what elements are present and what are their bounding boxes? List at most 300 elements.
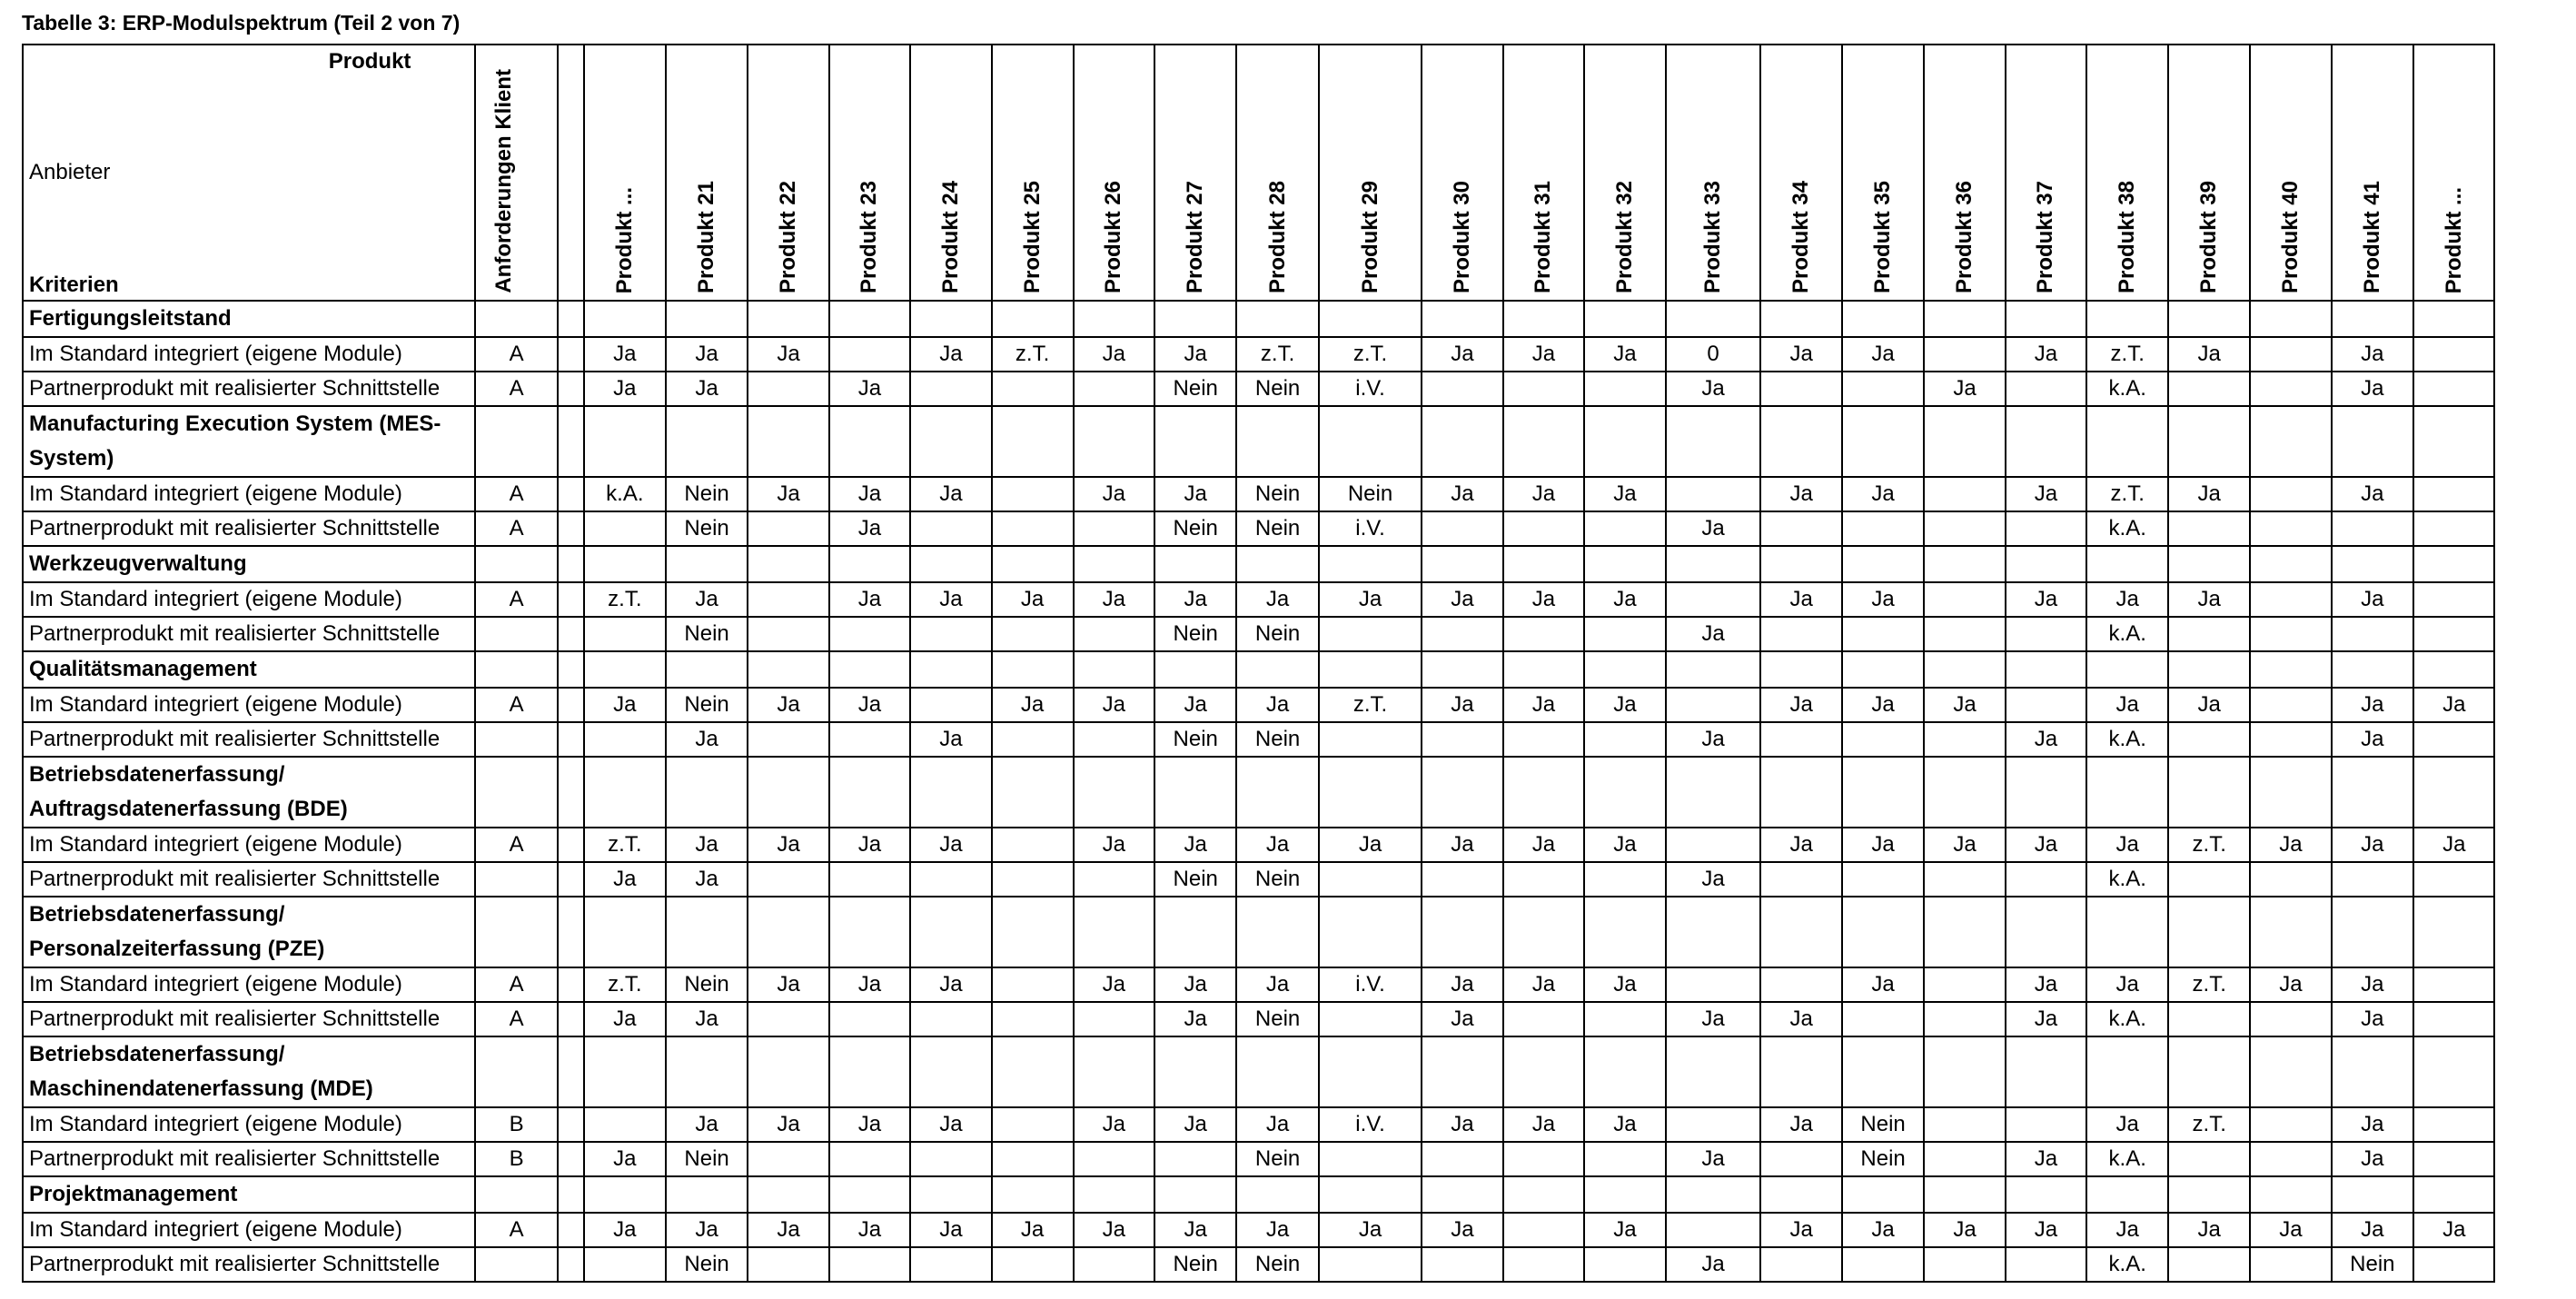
value-cell: Ja [2332,337,2413,372]
value-cell: Ja [1842,688,1924,722]
value-cell: k.A. [584,477,666,511]
table-row [23,477,2575,511]
value-cell: Ja [1503,967,1584,1002]
value-cell: i.V. [1319,1107,1422,1142]
section-title: Betriebsdatenerfassung/ Personalzeiterfassung (PZE) [23,897,475,967]
value-cell: Ja [1074,828,1154,862]
value-cell [2250,582,2331,617]
section-row [23,301,2575,337]
value-cell [1666,1107,1761,1142]
value-cell: Ja [1584,967,1665,1002]
value-cell: Ja [1760,337,1841,372]
value-cell: 0 [1666,337,1761,372]
section-row [23,757,2575,828]
value-cell: Ja [910,1213,991,1247]
criterion-label: Im Standard integriert (eigene Module) [23,828,475,862]
value-cell [1074,862,1154,897]
value-cell: Ja [910,582,991,617]
empty-cell [2006,1176,2086,1213]
table-row [23,1247,2575,1282]
product-name-label: Produkt 37 [2033,180,2058,293]
empty-cell [584,546,666,582]
value-cell: Ja [829,372,910,406]
empty-cell [1924,301,2005,337]
value-cell [992,511,1074,546]
empty-cell [748,757,828,828]
empty-cell [1154,1176,1236,1213]
empty-cell [1503,757,1584,828]
empty-cell [1074,757,1154,828]
value-cell [1924,862,2005,897]
criterion-label: Partnerprodukt mit realisierter Schnittstelle [23,617,475,651]
empty-cell [829,1176,910,1213]
empty-cell [829,757,910,828]
value-cell: Ja [1154,1107,1236,1142]
value-cell: Ja [2332,1213,2413,1247]
empty-cell [2413,1176,2494,1213]
value-cell: Ja [1236,582,1318,617]
value-cell: Ja [1154,828,1236,862]
requirement-cell [475,1247,558,1282]
value-cell: Ja [1842,828,1924,862]
value-cell [992,828,1074,862]
value-cell: Ja [584,688,666,722]
value-cell: z.T. [584,828,666,862]
header-product-8 [1154,45,1236,301]
value-cell [2332,511,2413,546]
value-cell: Ja [829,582,910,617]
value-cell: Ja [2006,1002,2086,1036]
header-anforderungen-klient [475,45,558,301]
empty-cell [1236,301,1318,337]
value-cell: Ja [584,337,666,372]
value-cell [2168,1002,2250,1036]
value-cell [1319,617,1422,651]
empty-cell [666,406,748,477]
value-cell: Ja [2006,1142,2086,1176]
value-cell: Ja [992,688,1074,722]
section-title: Manufacturing Execution System (MES-System) [23,406,475,477]
empty-cell [1842,651,1924,688]
requirement-cell [475,617,558,651]
empty-cell [2250,897,2331,967]
value-cell: Ja [1760,828,1841,862]
empty-cell [1760,1176,1841,1213]
value-cell [1666,828,1761,862]
value-cell [1666,967,1761,1002]
empty-cell [1154,406,1236,477]
value-cell: Nein [1236,1247,1318,1282]
value-cell [2413,1247,2494,1282]
value-cell [1584,722,1665,757]
section-title: Qualitätsmanagement [23,651,475,688]
product-name-label: Produkt 24 [937,180,963,293]
empty-cell [666,546,748,582]
header-row [23,45,2575,301]
empty-cell [2332,1036,2413,1107]
empty-cell [910,757,991,828]
empty-cell [992,406,1074,477]
value-cell: Ja [748,1213,828,1247]
value-cell: Ja [1074,1213,1154,1247]
value-cell [1842,372,1924,406]
requirement-cell [475,722,558,757]
header-product-15 [1760,45,1841,301]
empty-cell [2086,651,2168,688]
header-product-2 [666,45,748,301]
empty-cell [666,757,748,828]
value-cell: Ja [2006,337,2086,372]
value-cell [748,1002,828,1036]
empty-cell [2086,757,2168,828]
value-cell: Ja [1154,688,1236,722]
value-cell: Ja [1154,967,1236,1002]
product-name-label: Produkt 21 [694,180,719,293]
value-cell: Nein [1236,511,1318,546]
value-cell: z.T. [2168,1107,2250,1142]
empty-cell [1503,1176,1584,1213]
value-cell: Ja [1584,477,1665,511]
value-cell [748,372,828,406]
empty-cell [584,651,666,688]
value-cell [1422,1142,1502,1176]
value-cell [2413,337,2494,372]
value-cell: Nein [2332,1247,2413,1282]
value-cell [1666,1213,1761,1247]
empty-cell [1924,1036,2005,1107]
empty-cell [2250,1176,2331,1213]
value-cell: Ja [829,688,910,722]
value-cell: Ja [1319,1213,1422,1247]
value-cell: Nein [666,617,748,651]
value-cell: Ja [1422,1107,1502,1142]
empty-cell [992,1036,1074,1107]
value-cell: z.T. [2168,967,2250,1002]
empty-cell [1666,1176,1761,1213]
value-cell: Nein [1154,722,1236,757]
product-name-label: Produkt 25 [1019,180,1045,293]
value-cell: z.T. [1319,337,1422,372]
table-row [23,582,2575,617]
criterion-label: Partnerprodukt mit realisierter Schnittstelle [23,511,475,546]
value-cell [2168,372,2250,406]
value-cell [910,688,991,722]
criterion-label: Im Standard integriert (eigene Module) [23,477,475,511]
criterion-label: Im Standard integriert (eigene Module) [23,1107,475,1142]
empty-cell [2086,546,2168,582]
value-cell [1584,862,1665,897]
header-product-16 [1842,45,1924,301]
value-cell [584,1247,666,1282]
value-cell: Ja [666,722,748,757]
table-row [23,1002,2575,1036]
header-product-11 [1422,45,1502,301]
value-cell: k.A. [2086,722,2168,757]
value-cell [992,372,1074,406]
empty-cell [910,651,991,688]
value-cell: Ja [2250,1213,2331,1247]
value-cell [1074,617,1154,651]
value-cell: Ja [2086,967,2168,1002]
value-cell: Ja [829,477,910,511]
section-title: Betriebsdatenerfassung/ Maschinendatenerfassung (MDE) [23,1036,475,1107]
value-cell: k.A. [2086,511,2168,546]
value-cell [1842,617,1924,651]
header-anbieter-label: Anbieter [29,160,111,184]
value-cell: Ja [1584,828,1665,862]
value-cell: Ja [2413,1213,2494,1247]
empty-cell [666,301,748,337]
empty-cell [748,897,828,967]
empty-cell [992,757,1074,828]
criterion-label: Im Standard integriert (eigene Module) [23,967,475,1002]
value-cell [829,1142,910,1176]
value-cell: Ja [2006,582,2086,617]
value-cell: Nein [1236,372,1318,406]
empty-cell [2168,651,2250,688]
section-row [23,651,2575,688]
empty-cell [2168,1036,2250,1107]
value-cell: Ja [666,828,748,862]
product-name-label: Produkt 29 [1357,180,1382,293]
value-cell: Ja [2332,828,2413,862]
empty-cell [1503,301,1584,337]
empty-cell [2006,897,2086,967]
value-cell [2332,617,2413,651]
empty-cell [1503,651,1584,688]
value-cell [1503,1213,1584,1247]
value-cell: Ja [1584,1107,1665,1142]
empty-cell [1154,1036,1236,1107]
value-cell [2168,1247,2250,1282]
empty-cell [2168,757,2250,828]
value-cell [748,582,828,617]
empty-cell [2413,1036,2494,1107]
value-cell [829,617,910,651]
value-cell: Ja [1422,1002,1502,1036]
criterion-label: Partnerprodukt mit realisierter Schnittstelle [23,1142,475,1176]
value-cell: Ja [1154,582,1236,617]
empty-cell [1760,651,1841,688]
value-cell [2006,511,2086,546]
empty-cell [2168,897,2250,967]
empty-cell [1319,1176,1422,1213]
value-cell: z.T. [1319,688,1422,722]
table-row [23,862,2575,897]
empty-cell [2250,546,2331,582]
empty-cell [2168,546,2250,582]
header-product-7 [1074,45,1154,301]
empty-cell [1842,406,1924,477]
section-title: Werkzeugverwaltung [23,546,475,582]
value-cell: Ja [1924,688,2005,722]
empty-cell [584,757,666,828]
header-product-1 [584,45,666,301]
product-name-label: Produkt 38 [2115,180,2140,293]
empty-cell [1503,406,1584,477]
value-cell: z.T. [2086,337,2168,372]
value-cell [1074,722,1154,757]
empty-cell [558,1176,584,1213]
empty-cell [2086,301,2168,337]
value-cell: Ja [829,511,910,546]
section-title: Betriebsdatenerfassung/ Auftragsdatenerfassung (BDE) [23,757,475,828]
empty-cell [2250,406,2331,477]
requirement-cell: A [475,688,558,722]
empty-cell [666,897,748,967]
empty-cell [475,757,558,828]
value-cell [1584,511,1665,546]
value-cell [992,477,1074,511]
value-cell: Nein [1842,1142,1924,1176]
value-cell: Ja [1584,688,1665,722]
value-cell [2168,617,2250,651]
header-product-9 [1236,45,1318,301]
value-cell: Ja [1236,967,1318,1002]
header-product-10 [1319,45,1422,301]
value-cell [2168,511,2250,546]
value-cell [1319,862,1422,897]
value-cell [1074,511,1154,546]
value-cell [910,1002,991,1036]
empty-cell [1584,301,1665,337]
empty-cell [2006,651,2086,688]
value-cell: Ja [584,372,666,406]
value-cell: k.A. [2086,862,2168,897]
value-cell: Nein [1842,1107,1924,1142]
value-cell [2006,372,2086,406]
value-cell: Nein [1154,617,1236,651]
value-cell [1842,1247,1924,1282]
value-cell: z.T. [992,337,1074,372]
empty-cell [1074,301,1154,337]
value-cell [1924,1142,2005,1176]
value-cell: Ja [1842,582,1924,617]
value-cell [748,862,828,897]
value-cell [1503,1002,1584,1036]
value-cell: Ja [2168,688,2250,722]
empty-cell [1236,651,1318,688]
criterion-label: Partnerprodukt mit realisierter Schnittstelle [23,1002,475,1036]
value-cell: Ja [1924,828,2005,862]
value-cell: Ja [1760,1002,1841,1036]
value-cell: Ja [584,1002,666,1036]
empty-cell [1503,897,1584,967]
value-cell [1503,372,1584,406]
value-cell [1422,1247,1502,1282]
value-cell [1422,511,1502,546]
value-cell [2006,617,2086,651]
requirement-cell: A [475,1213,558,1247]
empty-cell [1154,897,1236,967]
value-cell [829,722,910,757]
value-cell [2250,862,2331,897]
value-cell [1503,862,1584,897]
product-name-label: Produkt 36 [1951,180,1977,293]
value-cell [748,511,828,546]
value-cell: Ja [1584,337,1665,372]
value-cell [584,617,666,651]
value-cell: Ja [2006,1213,2086,1247]
empty-cell [748,301,828,337]
empty-cell [1924,651,2005,688]
value-cell [1666,582,1761,617]
value-cell: Nein [1154,511,1236,546]
empty-cell [1422,1176,1502,1213]
value-cell: z.T. [2168,828,2250,862]
value-cell [2250,1002,2331,1036]
empty-cell [910,546,991,582]
section-row [23,546,2575,582]
value-cell: Ja [666,337,748,372]
empty-cell [1236,406,1318,477]
value-cell: Ja [2086,828,2168,862]
empty-cell [1760,546,1841,582]
value-cell [1154,1142,1236,1176]
empty-cell [1584,1036,1665,1107]
value-cell [584,722,666,757]
value-cell: Ja [1422,582,1502,617]
value-cell: Ja [2413,688,2494,722]
value-cell [992,722,1074,757]
value-cell [1584,1142,1665,1176]
requirement-cell: A [475,967,558,1002]
value-cell: Nein [1236,617,1318,651]
value-cell [1503,722,1584,757]
empty-cell [558,897,584,967]
empty-cell [829,546,910,582]
value-cell: Ja [584,862,666,897]
empty-cell [2413,757,2494,828]
empty-cell [829,406,910,477]
value-cell [992,862,1074,897]
value-cell [829,1002,910,1036]
empty-cell [2250,301,2331,337]
empty-cell [2332,406,2413,477]
value-cell [992,1142,1074,1176]
value-cell: i.V. [1319,511,1422,546]
value-cell: Ja [2332,1002,2413,1036]
value-cell [1842,1002,1924,1036]
value-cell: Ja [2332,688,2413,722]
value-cell: Ja [2168,1213,2250,1247]
empty-cell [1074,897,1154,967]
value-cell [1760,722,1841,757]
value-cell [1074,372,1154,406]
value-cell: Ja [1154,1213,1236,1247]
requirement-cell: A [475,477,558,511]
empty-cell [910,1036,991,1107]
value-cell: Ja [666,1213,748,1247]
empty-cell [2332,1176,2413,1213]
value-cell [1924,1002,2005,1036]
empty-cell [1074,546,1154,582]
value-cell [1319,1142,1422,1176]
empty-cell [2413,406,2494,477]
value-cell [1760,862,1841,897]
table-row [23,372,2575,406]
value-cell: Ja [1422,688,1502,722]
section-row [23,1176,2575,1213]
value-cell: Ja [2332,372,2413,406]
empty-cell [1760,1036,1841,1107]
value-cell [829,1247,910,1282]
empty-cell [2168,1176,2250,1213]
spacer-cell [558,477,584,511]
section-title: Projektmanagement [23,1176,475,1213]
value-cell [748,1247,828,1282]
value-cell [2250,477,2331,511]
